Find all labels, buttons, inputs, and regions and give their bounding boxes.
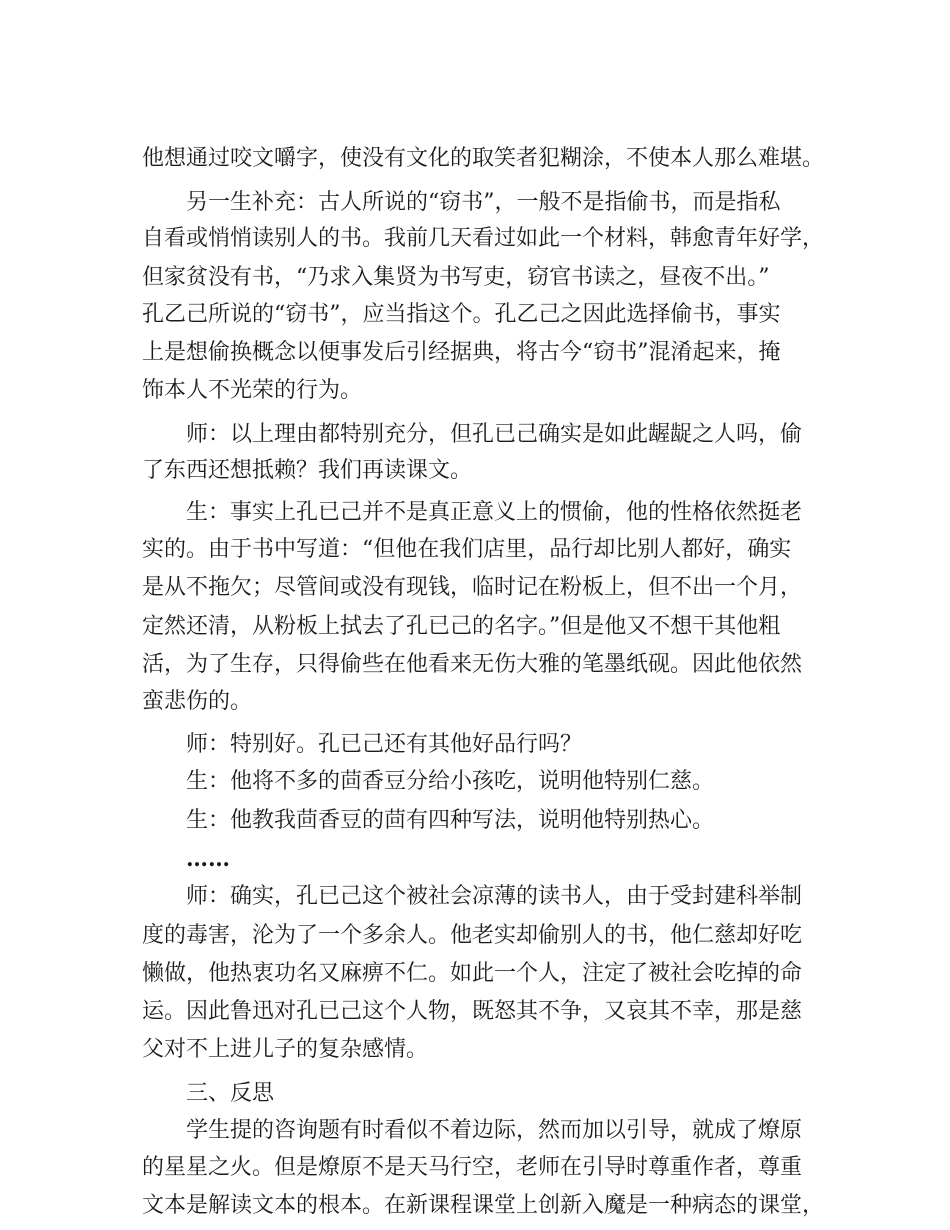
text-line: 上是想偷换概念以便事发后引经据典，将古今“窃书”混淆起来，掩 [142, 340, 781, 365]
text-line: 生：他将不多的茴香豆分给小孩吃，说明他特别仁慈。 [186, 769, 715, 794]
text-line: 运。因此鲁迅对孔已己这个人物，既怒其不争，又哀其不幸，那是慈 [142, 999, 803, 1024]
text-line: 活，为了生存，只得偷些在他看来无伤大雅的笔墨纸砚。因此他依然 [142, 652, 803, 677]
text-line: 饰本人不光荣的行为。 [142, 378, 363, 403]
text-line: 孔乙己所说的“窃书”，应当指这个。孔乙己之因此选择偷书，事实 [142, 302, 781, 327]
text-line: 了东西还想抵赖？我们再读课文。 [142, 458, 473, 483]
text-line: 师：确实，孔已己这个被社会凉薄的读书人，由于受封建科举制 [186, 884, 803, 909]
text-line: 生：他教我茴香豆的茴有四种写法，说明他特别热心。 [186, 808, 715, 833]
text-line: 师：以上理由都特别充分，但孔已己确实是如此龌龊之人吗，偷 [186, 422, 803, 447]
text-line: 他想通过咬文嚼字，使没有文化的取笑者犯糊涂，不使本人那么难堪。 [142, 146, 825, 171]
text-line: 自看或悄悄读别人的书。我前几天看过如此一个材料，韩愈青年好学， [142, 226, 825, 251]
text-line: 懒做，他热衷功名又麻痹不仁。如此一个人，注定了被社会吃掉的命 [142, 961, 803, 986]
text-line: 定然还清，从粉板上拭去了孔已己的名字。”但是他又不想干其他粗 [142, 614, 781, 639]
text-line: 学生提的咨询题有时看似不着边际，然而加以引导，就成了燎原 [186, 1118, 803, 1143]
text-line: 度的毒害，沦为了一个多余人。他老实却偷别人的书，他仁慈却好吃 [142, 923, 803, 948]
text-line: 但家贫没有书，“乃求入集贤为书写吏，窃官书读之，昼夜不出。” [142, 265, 770, 290]
section-heading: 三、反思 [186, 1081, 275, 1106]
text-line: 的星星之火。但是燎原不是天马行空，老师在引导时尊重作者，尊重 [142, 1155, 803, 1180]
text-line: 另一生补充：古人所说的“窃书”，一般不是指偷书，而是指私 [186, 190, 781, 215]
text-line: 师：特别好。孔已己还有其他好品行吗？ [186, 732, 583, 757]
text-line: 父对不上进儿子的复杂感情。 [142, 1037, 429, 1062]
ellipsis: …… [186, 846, 230, 872]
text-line: 生：事实上孔已己并不是真正意义上的惯偷，他的性格依然挺老 [186, 500, 803, 525]
text-line: 蛮悲伤的。 [142, 689, 253, 714]
text-line: 实的。由于书中写道：“但他在我们店里，品行却比别人都好，确实 [142, 537, 792, 562]
text-line: 文本是解读文本的根本。在新课程课堂上创新入魔是一种病态的课堂， [142, 1193, 825, 1218]
text-line: 是从不拖欠；尽管间或没有现钱，临时记在粉板上，但不出一个月， [142, 575, 803, 600]
